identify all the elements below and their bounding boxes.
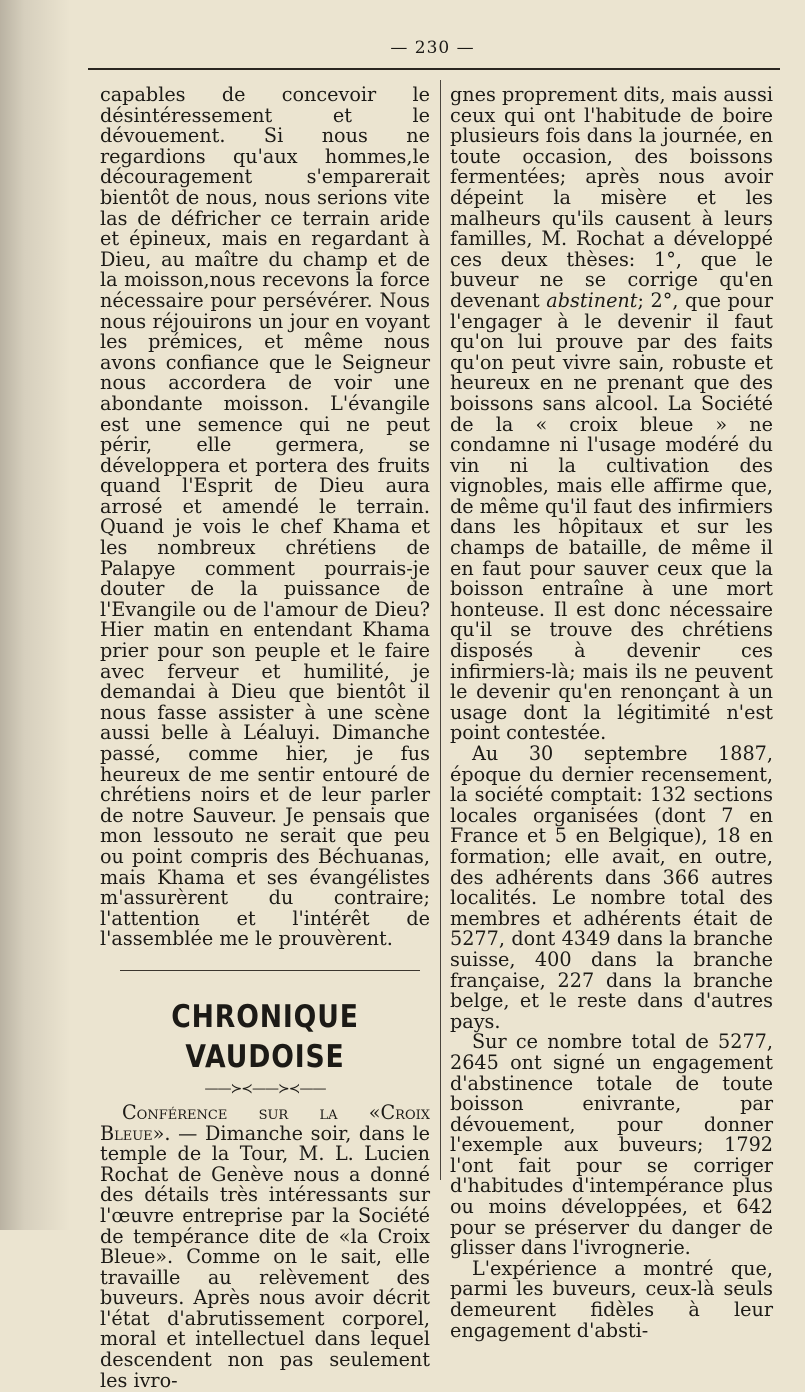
right-paragraph-1-part2: ; 2°, que pour l'engager à le devenir il faut qu'on lui prouve par des faits qu'on peut vivre sain, robuste et heureux en ne prenant que des boissons sans alcool. La Société de la « croix bleue » ne condamne ni l'usage modéré du vin ni la cultivation des vignobles, mais elle affirme que, de même qu'il faut des infirmiers dans les hôpitaux et sur les champs de bataille, de même il en faut pour sauver ceux que la boisson entraîne à une mort honteuse. Il est donc nécessaire qu'il se trouve des chrétiens disposés à devenir ces infirmiers-là; mais ils ne peuvent le devenir qu'en renonçant à un usage dont la légitimité n'est point contestée. [450, 288, 773, 745]
right-paragraph-1-part1: gnes proprement dits, mais aussi ceux qui ont l'habitude de boire plusieurs fois dans la journée, en toute occasion, des boissons fermentées; après nous avoir dépeint la misère et les malheurs qu'ils causent à leurs familles, M. Rochat a développé ces deux thèses: 1°, que le buveur ne se corrige qu'en devenant [450, 83, 773, 312]
left-paragraph-1: capables de concevoir le désintéressement et le dévouement. Si nous ne regardions qu'aux hommes,le découragement s'emparerait bientôt de nous, nous serions vite las de défricher ce terrain aride et épineux, mais en regardant à Dieu, au maître du champ et de la moisson,nous recevons la force nécessaire pour persévérer. Nous nous réjouirons un jour en voyant les prémices, et même nous avons confiance que le Seigneur nous accordera de voir une abondante moisson. L'évangile est une semence qui ne peut périr, elle germera, se développera et portera des fruits quand l'Esprit de Dieu aura arrosé et amendé le terrain. Quand je vois le chef Khama et les nombreux chrétiens de Palapye comment pourrais-je douter de la puissance de l'Evangile ou de l'amour de Dieu? Hier matin en entendant Khama prier pour son peuple et le faire avec ferveur et humilité, je demandai à Dieu que bientôt il nous fasse assister à une scène aussi belle à Léaluyi. Dimanche passé, comme hier, je fus heureux de me sentir entouré de chrétiens noirs et de leur parler de notre Sauveur. Je pensais que mon lessouto ne serait que peu ou point compris des Béchuanas, mais Khama et ses évangélistes m'assurèrent du contraire; l'attention et l'intérêt de l'assemblée me le prouvèrent. [100, 83, 430, 951]
ornament-divider: ——≻≺——≻≺—— [204, 1080, 326, 1097]
right-paragraph-4: L'expérience a montré que, parmi les buveurs, ceux-là seuls demeurent fidèles à leur engagement d'absti- [450, 1256, 773, 1342]
right-paragraph-3: Sur ce nombre total de 5277, 2645 ont signé un engagement d'abstinence totale de toute boisson enivrante, par dévouement, pour donner l'exemple aux buveurs; 1792 l'ont fait pour se corriger d'habitudes d'intempérance plus ou moins développées, et 642 pour se préserver du danger de glisser dans l'ivrognerie. [450, 1030, 773, 1260]
page-edge-shadow [0, 0, 70, 1230]
section-rule [120, 970, 420, 971]
column-divider [440, 80, 441, 1180]
left-column [100, 85, 430, 1391]
right-paragraph-2: Au 30 septembre 1887, époque du dernier recensement, la société comptait: 132 sections locales organisées (dont 7 en France et 5 en Belgique), 18 en formation; elle avait, en outre, des adhérents dans 366 autres localités. Le nombre total des membres et adhérents était de 5277, dont 4349 dans la branche suisse, 400 dans la branche française, 227 dans la branche belge, et le reste dans d'autres pays. [450, 742, 773, 1033]
emphasis-abstinent: abstinent [546, 288, 638, 312]
article-paragraph [100, 1100, 430, 1392]
right-paragraph-1 [450, 85, 773, 744]
article-heading: Conférence sur la «Croix Bleue». [100, 1100, 430, 1145]
article-text: — Dimanche soir, dans le temple de la Tour, M. L. Lucien Rochat de Genève nous a donné des détails très intéressants sur l'œuvre entreprise par la Société de tempérance dite de «la Croix Bleue». Comme on le sait, elle travaille au relèvement des buveurs. Après nous avoir décrit l'état d'abrutissement corporel, moral et intellectuel dans lequel descendent non pas seulement les ivro- [100, 1121, 430, 1392]
section-title: CHRONIQUE VAUDOISE [171, 998, 359, 1075]
right-column [450, 85, 773, 1341]
page-number: — 230 — [390, 38, 475, 58]
header-rule [88, 68, 780, 70]
